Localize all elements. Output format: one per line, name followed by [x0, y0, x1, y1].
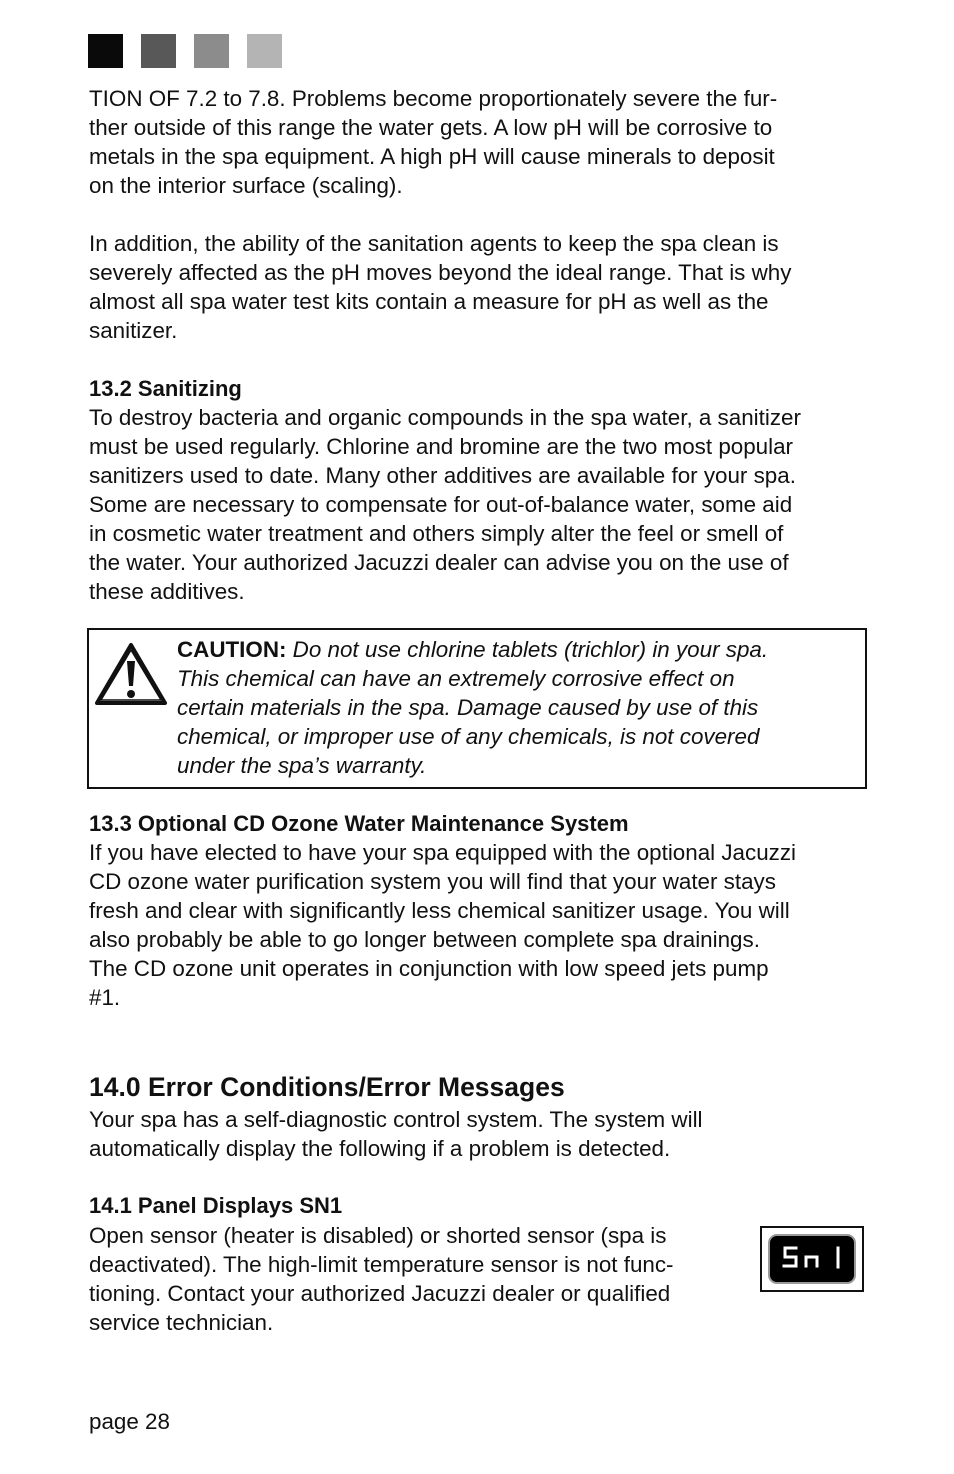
- section-13-2-heading: 13.2 Sanitizing: [89, 376, 242, 401]
- page-number: page 28: [89, 1409, 170, 1434]
- section-14-1-heading: 14.1 Panel Displays SN1: [89, 1193, 343, 1218]
- caution-box: [87, 628, 867, 789]
- section-14-0-title: 14.0 Error Conditions/Error Messages: [89, 1072, 565, 1102]
- header-square-4: [247, 34, 282, 68]
- panel-display-sn1-icon: [760, 1226, 864, 1292]
- section-13-3-heading: 13.3 Optional CD Ozone Water Maintenance System: [89, 811, 629, 836]
- caution-text: [177, 635, 857, 780]
- header-square-2: [141, 34, 176, 68]
- caution-message: Do not use chlorine tablets (trichlor) in your spa. This chemical can have an extremely corrosive effect on certain materials in the spa. Damage caused by use of this chemical, or improper use of any chemicals, is not covered under the spa’s warranty.: [177, 637, 769, 778]
- panel-display-screen: [768, 1234, 856, 1284]
- section-14-1-body: Open sensor (heater is disabled) or shorted sensor (spa is deactivated). The high-limit temperature sensor is not func- tioning. Contact your authorized Jacuzzi dealer or qualified service technician.: [89, 1223, 674, 1335]
- ph-sanitation-paragraph: In addition, the ability of the sanitation agents to keep the spa clean is severely affected as the pH moves beyond the ideal range. That is why almost all spa water test kits contain a measure for pH as well as the sanitizer.: [89, 231, 792, 343]
- section-13-2-body: To destroy bacteria and organic compounds in the spa water, a sanitizer must be used regularly. Chlorine and bromine are the two most popular sanitizers used to date. Many other additives are available for your spa. Some are necessary to compensate for out-of-balance water, some aid in cosmetic water treatment and others simply alter the feel or smell of the water. Your authorized Jacuzzi dealer can advise you on the use of these additives.: [89, 405, 801, 604]
- panel-display-segments: [770, 1236, 854, 1282]
- section-14-0-body: Your spa has a self-diagnostic control system. The system will automatically display the following if a problem is detected.: [89, 1107, 703, 1161]
- caution-label: CAUTION:: [177, 637, 287, 662]
- header-square-3: [194, 34, 229, 68]
- warning-triangle-icon: [94, 641, 168, 707]
- section-13-3-body: If you have elected to have your spa equipped with the optional Jacuzzi CD ozone water purification system you will find that your water stays fresh and clear with significantly less chemical sanitizer usage. You will also probably be able to go longer between complete spa drainings. The CD ozone unit operates in conjunction with low speed jets pump #1.: [89, 840, 797, 1010]
- header-squares: [88, 34, 282, 68]
- header-square-1: [88, 34, 123, 68]
- ph-intro-paragraph: TION OF 7.2 to 7.8. Problems become proportionately severe the fur- ther outside of this range the water gets. A low pH will be corrosive to metals in the spa equipment. A high pH will cause minerals to deposit on the interior surface (scaling).: [89, 86, 778, 198]
